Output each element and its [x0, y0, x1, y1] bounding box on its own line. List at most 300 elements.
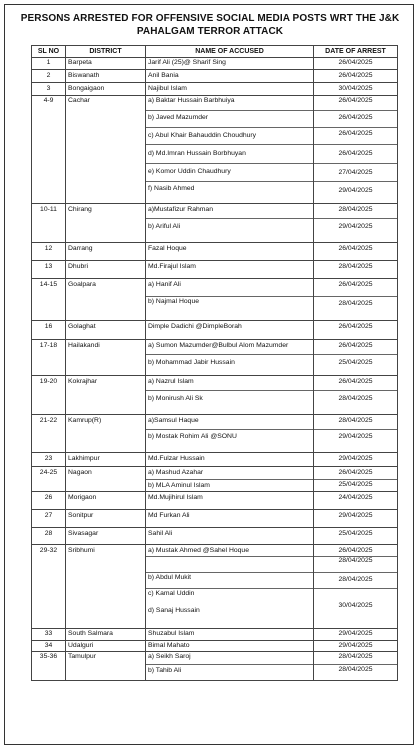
arrest-date: 26/04/2025	[338, 72, 373, 79]
date-divider	[314, 296, 397, 297]
district-text: South Salmara	[68, 630, 113, 637]
accused-name: Dimple Dadichi @DimpleBorah	[148, 323, 242, 330]
sl-no-text: 12	[44, 245, 53, 252]
arrest-date: 28/04/2025	[338, 263, 373, 270]
district-text: Kokrajhar	[68, 378, 98, 385]
sl-no-cell-inner	[32, 70, 65, 82]
table-row	[32, 243, 398, 261]
district-cell	[66, 340, 146, 376]
accused-divider	[146, 429, 313, 430]
accused-name: Md Furkan Ali	[148, 512, 190, 519]
sl-no-text: 24-25	[39, 469, 58, 476]
arrest-date: 26/04/2025	[338, 59, 373, 66]
sl-no-cell	[32, 652, 66, 681]
arrest-table	[31, 45, 398, 681]
district-text: Nagaon	[68, 469, 92, 476]
district-cell	[66, 467, 146, 492]
accused-cell-inner	[146, 340, 313, 375]
accused-name: e) Komor Uddin Chaudhury	[148, 168, 231, 175]
arrest-date: 28/04/2025	[338, 395, 373, 402]
date-cell-inner	[314, 58, 397, 69]
arrest-date: 25/04/2025	[338, 359, 373, 366]
district-cell-inner	[66, 492, 145, 509]
accused-name: b) MLA Aminul Islam	[148, 482, 210, 489]
accused-cell	[146, 528, 314, 545]
sl-no-text: 29-32	[39, 547, 58, 554]
accused-cell	[146, 467, 314, 492]
sl-no-text: 16	[44, 323, 53, 330]
date-cell	[314, 467, 398, 492]
date-cell-inner	[314, 453, 397, 466]
sl-no-cell-inner	[32, 415, 65, 452]
accused-name: Md.Fulzar Hussain	[148, 455, 205, 462]
sl-no-cell	[32, 261, 66, 279]
sl-no-text: 27	[44, 512, 53, 519]
arrest-date: 28/04/2025	[338, 417, 373, 424]
date-cell-inner	[314, 340, 397, 375]
arrest-date: 26/04/2025	[338, 97, 373, 104]
arrest-date: 29/04/2025	[338, 512, 373, 519]
accused-cell-inner	[146, 453, 313, 466]
accused-cell-inner	[146, 528, 313, 544]
date-divider	[314, 218, 397, 219]
district-cell-inner	[66, 641, 145, 651]
district-text: Sonitpur	[68, 512, 94, 519]
arrest-date: 29/04/2025	[338, 223, 373, 230]
district-cell	[66, 528, 146, 545]
accused-cell	[146, 492, 314, 510]
district-text: Sribhumi	[68, 547, 95, 554]
district-cell	[66, 261, 146, 279]
accused-name: Najibul Islam	[148, 85, 187, 92]
accused-name: a) Hanif Ali	[148, 281, 181, 288]
sl-no-cell-inner	[32, 340, 65, 375]
accused-cell-inner	[146, 510, 313, 527]
district-cell-inner	[66, 261, 145, 278]
district-text: Udalguri	[68, 642, 94, 649]
sl-no-text: 21-22	[39, 417, 58, 424]
district-text: Tamulpur	[68, 653, 96, 660]
accused-name: c) Abul Khair Bahauddin Choudhury	[148, 132, 257, 139]
accused-name: f) Nasib Ahmed	[148, 185, 195, 192]
accused-name: Md.Firajul Islam	[148, 263, 196, 270]
arrest-date: 25/04/2025	[338, 530, 373, 537]
accused-name: b) Monirush Ali Sk	[148, 395, 203, 402]
arrest-date: 28/04/2025	[338, 653, 373, 660]
header-sl-no: SL NO	[32, 46, 66, 58]
accused-cell-inner	[146, 58, 313, 69]
sl-no-cell-inner	[32, 261, 65, 278]
sl-no-text: 1	[46, 59, 51, 66]
table-row	[32, 467, 398, 492]
district-cell-inner	[66, 528, 145, 544]
accused-cell-inner	[146, 415, 313, 452]
district-cell	[66, 70, 146, 83]
accused-cell-inner	[146, 70, 313, 82]
district-cell-inner	[66, 340, 145, 375]
district-cell	[66, 83, 146, 96]
accused-name: Md.Mujihirul Islam	[148, 494, 203, 501]
district-cell-inner	[66, 453, 145, 466]
sl-no-text: 17-18	[39, 342, 58, 349]
arrest-date: 28/04/2025	[338, 206, 373, 213]
accused-cell	[146, 340, 314, 376]
date-divider	[314, 479, 397, 480]
district-cell	[66, 204, 146, 243]
table-row	[32, 261, 398, 279]
accused-name: b) Abdul Mukit	[148, 574, 192, 581]
sl-no-cell	[32, 492, 66, 510]
date-cell	[314, 96, 398, 204]
accused-cell	[146, 641, 314, 652]
accused-cell-inner	[146, 321, 313, 339]
header-name-of-accused: NAME OF ACCUSED	[146, 46, 314, 58]
sl-no-cell-inner	[32, 279, 65, 320]
date-cell	[314, 415, 398, 453]
sl-no-cell	[32, 321, 66, 340]
district-cell	[66, 641, 146, 652]
accused-name: Bimal Mahato	[148, 642, 190, 649]
district-text: Goalpara	[68, 281, 96, 288]
date-divider	[314, 556, 397, 557]
arrest-date: 26/04/2025	[338, 469, 373, 476]
sl-no-cell-inner	[32, 453, 65, 466]
district-text: Cachar	[68, 97, 90, 104]
arrest-date: 29/04/2025	[338, 433, 373, 440]
accused-name: Sahil Ali	[148, 530, 173, 537]
district-text: Golaghat	[68, 323, 96, 330]
table-row	[32, 321, 398, 340]
accused-divider	[146, 218, 313, 219]
table-row	[32, 641, 398, 652]
sl-no-cell	[32, 58, 66, 70]
sl-no-cell-inner	[32, 652, 65, 680]
date-cell-inner	[314, 261, 397, 278]
sl-no-cell	[32, 243, 66, 261]
sl-no-cell-inner	[32, 376, 65, 414]
sl-no-cell	[32, 453, 66, 467]
district-text: Bongaigaon	[68, 85, 105, 92]
accused-divider	[146, 110, 313, 111]
date-cell-inner	[314, 70, 397, 82]
arrest-date: 26/04/2025	[338, 547, 373, 554]
header-date-of-arrest: DATE OF ARREST	[314, 46, 398, 58]
arrest-date: 25/04/2025	[338, 481, 373, 488]
arrest-date: 30/04/2025	[338, 602, 373, 609]
district-cell-inner	[66, 321, 145, 339]
district-cell-inner	[66, 376, 145, 414]
district-cell	[66, 376, 146, 415]
accused-cell	[146, 243, 314, 261]
accused-cell	[146, 510, 314, 528]
sl-no-text: 2	[46, 72, 51, 79]
accused-divider	[146, 664, 313, 665]
date-cell-inner	[314, 321, 397, 339]
district-text: Morigaon	[68, 494, 97, 501]
date-cell	[314, 83, 398, 96]
arrest-date: 26/04/2025	[338, 281, 373, 288]
arrest-date: 29/04/2025	[338, 455, 373, 462]
date-cell	[314, 629, 398, 641]
district-text: Lakhimpur	[68, 455, 100, 462]
accused-cell	[146, 279, 314, 321]
sl-no-cell-inner	[32, 58, 65, 69]
table-row	[32, 70, 398, 83]
arrest-date: 24/04/2025	[338, 494, 373, 501]
sl-no-cell-inner	[32, 510, 65, 527]
accused-name: b) Ariful Ali	[148, 223, 181, 230]
date-cell	[314, 453, 398, 467]
arrest-date: 29/04/2025	[338, 187, 373, 194]
district-cell	[66, 279, 146, 321]
accused-divider	[146, 479, 313, 480]
accused-cell-inner	[146, 652, 313, 680]
table-row	[32, 453, 398, 467]
accused-name: Anil Bania	[148, 72, 179, 79]
accused-cell-inner	[146, 492, 313, 509]
accused-cell	[146, 58, 314, 70]
sl-no-text: 13	[44, 263, 53, 270]
district-text: Dhubri	[68, 263, 89, 270]
sl-no-text: 14-15	[39, 281, 58, 288]
accused-name: a) Nazrul Islam	[148, 378, 194, 385]
sl-no-cell	[32, 528, 66, 545]
district-cell	[66, 243, 146, 261]
district-cell	[66, 453, 146, 467]
district-cell	[66, 545, 146, 629]
accused-name: Fazal Hoque	[148, 245, 187, 252]
accused-name: d) Sanaj Hussain	[148, 607, 200, 614]
accused-cell	[146, 70, 314, 83]
date-cell	[314, 58, 398, 70]
date-divider	[314, 664, 397, 665]
accused-name: Jarif Ali (25)@ Sharif Sing	[148, 59, 226, 66]
district-cell-inner	[66, 652, 145, 680]
accused-cell-inner	[146, 545, 313, 628]
arrest-date: 28/04/2025	[338, 557, 373, 564]
arrest-date: 29/04/2025	[338, 630, 373, 637]
accused-cell	[146, 83, 314, 96]
sl-no-text: 28	[44, 530, 53, 537]
table-row	[32, 376, 398, 415]
sl-no-cell-inner	[32, 492, 65, 509]
date-cell	[314, 652, 398, 681]
arrest-date: 26/04/2025	[338, 150, 373, 157]
date-cell-inner	[314, 528, 397, 544]
date-cell-inner	[314, 204, 397, 242]
date-cell	[314, 492, 398, 510]
date-cell	[314, 279, 398, 321]
date-cell	[314, 545, 398, 629]
sl-no-cell	[32, 279, 66, 321]
sl-no-cell-inner	[32, 96, 65, 203]
arrest-date: 29/04/2025	[338, 642, 373, 649]
date-cell-inner	[314, 96, 397, 203]
accused-cell	[146, 321, 314, 340]
accused-name: Shuzabul Islam	[148, 630, 195, 637]
date-cell-inner	[314, 83, 397, 95]
arrest-date: 26/04/2025	[338, 378, 373, 385]
date-cell-inner	[314, 415, 397, 452]
sl-no-cell-inner	[32, 545, 65, 628]
date-cell	[314, 70, 398, 83]
date-divider	[314, 163, 397, 164]
header-district: DISTRICT	[66, 46, 146, 58]
date-cell-inner	[314, 467, 397, 491]
accused-name: b) Mohammad Jabir Hussain	[148, 359, 235, 366]
date-cell-inner	[314, 641, 397, 651]
district-cell-inner	[66, 467, 145, 491]
accused-cell	[146, 415, 314, 453]
date-divider	[314, 429, 397, 430]
arrest-date: 26/04/2025	[338, 323, 373, 330]
district-text: Hailakandi	[68, 342, 100, 349]
arrest-date: 28/04/2025	[338, 666, 373, 673]
date-cell	[314, 261, 398, 279]
accused-cell-inner	[146, 96, 313, 203]
title-line-1: PERSONS ARRESTED FOR OFFENSIVE SOCIAL MEDIA POSTS WRT THE J&K	[20, 13, 400, 24]
accused-divider	[146, 163, 313, 164]
district-text: Barpeta	[68, 59, 92, 66]
table-row	[32, 492, 398, 510]
date-cell	[314, 321, 398, 340]
district-cell	[66, 652, 146, 681]
accused-name: a) Seikh Saroj	[148, 653, 191, 660]
sl-no-cell	[32, 641, 66, 652]
accused-name: b) Javed Mazumder	[148, 114, 209, 121]
sl-no-cell-inner	[32, 641, 65, 651]
accused-divider	[146, 556, 313, 557]
date-cell	[314, 340, 398, 376]
district-cell	[66, 415, 146, 453]
date-divider	[314, 110, 397, 111]
date-divider	[314, 390, 397, 391]
district-text: Biswanath	[68, 72, 100, 79]
table-row	[32, 510, 398, 528]
sl-no-text: 3	[46, 85, 51, 92]
sl-no-cell	[32, 204, 66, 243]
accused-divider	[146, 354, 313, 355]
district-cell-inner	[66, 70, 145, 82]
district-cell	[66, 629, 146, 641]
table-row	[32, 83, 398, 96]
sl-no-cell-inner	[32, 204, 65, 242]
table-row	[32, 96, 398, 204]
sl-no-text: 34	[44, 642, 53, 649]
district-cell	[66, 492, 146, 510]
table-row	[32, 58, 398, 70]
accused-cell	[146, 629, 314, 641]
district-cell-inner	[66, 83, 145, 95]
accused-divider	[146, 127, 313, 128]
date-cell-inner	[314, 279, 397, 320]
table-header-row	[32, 46, 398, 58]
accused-cell-inner	[146, 467, 313, 491]
date-cell	[314, 376, 398, 415]
accused-name: c) Kamal Uddin	[148, 590, 195, 597]
table-row	[32, 415, 398, 453]
district-cell-inner	[66, 545, 145, 628]
date-cell-inner	[314, 243, 397, 260]
sl-no-cell	[32, 415, 66, 453]
table-row	[32, 204, 398, 243]
date-cell-inner	[314, 545, 397, 628]
date-cell	[314, 204, 398, 243]
table-body	[32, 58, 398, 681]
accused-cell-inner	[146, 261, 313, 278]
accused-cell	[146, 204, 314, 243]
accused-divider	[146, 181, 313, 182]
sl-no-cell-inner	[32, 321, 65, 339]
date-cell	[314, 510, 398, 528]
district-cell	[66, 510, 146, 528]
date-cell-inner	[314, 492, 397, 509]
accused-divider	[146, 144, 313, 145]
table-row	[32, 629, 398, 641]
date-cell	[314, 528, 398, 545]
table-row	[32, 652, 398, 681]
sl-no-cell-inner	[32, 243, 65, 260]
date-cell-inner	[314, 510, 397, 527]
accused-cell-inner	[146, 641, 313, 651]
accused-name: b) Mostak Rohim Ali @SONU	[148, 433, 237, 440]
sl-no-cell	[32, 629, 66, 641]
date-divider	[314, 181, 397, 182]
sl-no-cell	[32, 467, 66, 492]
table-row	[32, 528, 398, 545]
accused-name: a) Baktar Hussain Barbhuiya	[148, 97, 235, 104]
accused-divider	[146, 588, 313, 589]
accused-divider	[146, 296, 313, 297]
table-row	[32, 340, 398, 376]
accused-divider	[146, 572, 313, 573]
date-cell-inner	[314, 376, 397, 414]
district-cell-inner	[66, 415, 145, 452]
district-cell	[66, 321, 146, 340]
arrest-date: 26/04/2025	[338, 342, 373, 349]
district-cell-inner	[66, 629, 145, 640]
sl-no-text: 10-11	[40, 206, 57, 213]
date-cell-inner	[314, 629, 397, 640]
sl-no-cell	[32, 376, 66, 415]
accused-name: a) Mashud Azahar	[148, 469, 204, 476]
date-divider	[314, 144, 397, 145]
sl-no-cell	[32, 96, 66, 204]
district-cell-inner	[66, 510, 145, 527]
arrest-date: 26/04/2025	[338, 114, 373, 121]
sl-no-cell-inner	[32, 83, 65, 95]
date-cell	[314, 243, 398, 261]
sl-no-cell-inner	[32, 467, 65, 491]
district-text: Kamrup(R)	[68, 417, 102, 424]
accused-name: b) Najmal Hoque	[148, 298, 199, 305]
accused-cell-inner	[146, 279, 313, 320]
arrest-date: 26/04/2025	[338, 130, 373, 137]
accused-cell	[146, 453, 314, 467]
table-row	[32, 279, 398, 321]
accused-name: a)Mustafizur Rahman	[148, 206, 213, 213]
sl-no-cell	[32, 83, 66, 96]
accused-cell	[146, 652, 314, 681]
accused-name: a)Samsul Haque	[148, 417, 199, 424]
accused-divider	[146, 390, 313, 391]
date-divider	[314, 354, 397, 355]
accused-cell	[146, 545, 314, 629]
arrest-date: 30/04/2025	[338, 85, 373, 92]
sl-no-cell-inner	[32, 528, 65, 544]
accused-name: a) Sumon Mazumder@Bulbul Alom Mazumder	[148, 342, 289, 349]
sl-no-text: 33	[44, 630, 53, 637]
